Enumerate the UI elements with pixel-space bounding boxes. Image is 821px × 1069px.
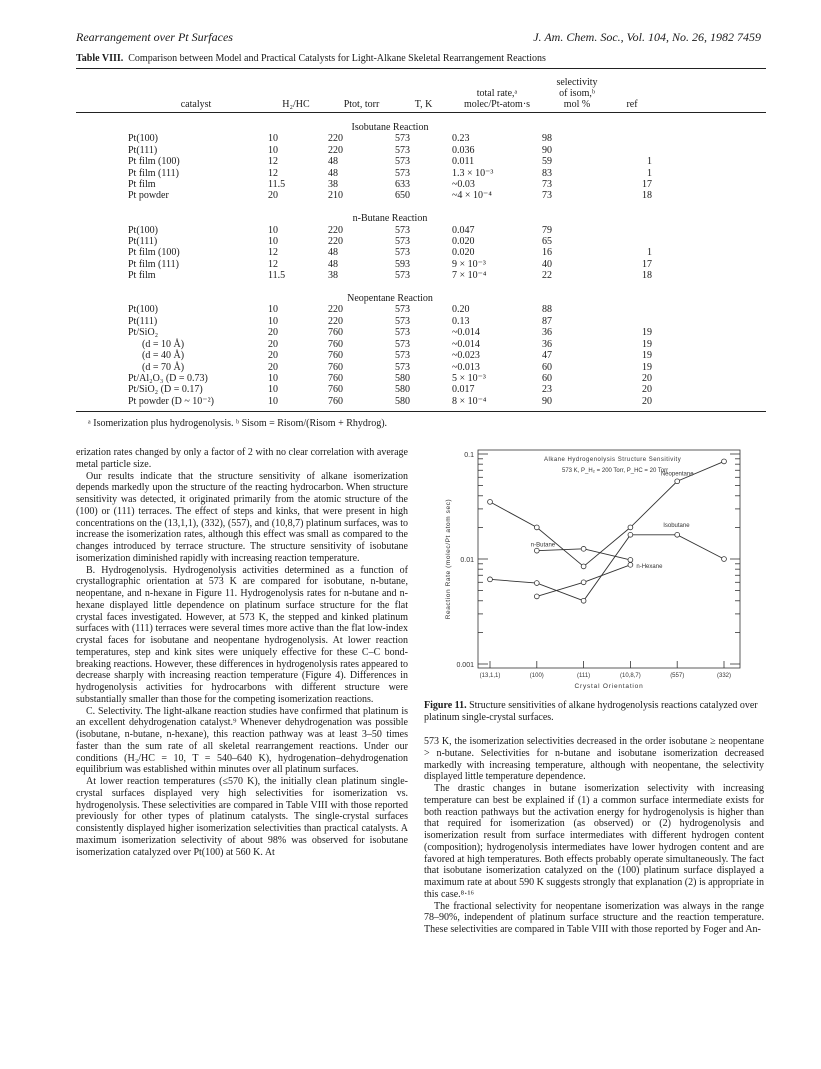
table-cell: 573 bbox=[395, 144, 410, 156]
table-cell: 0.020 bbox=[452, 247, 475, 259]
y-axis-title: Reaction Rate (molec/Pt atom sec) bbox=[445, 498, 452, 620]
table-cell: 22 bbox=[542, 270, 552, 282]
table-cell: Pt film (111) bbox=[128, 167, 179, 179]
table-cell bbox=[612, 145, 652, 156]
table-cell: Pt(100) bbox=[128, 224, 158, 236]
table-cell: (d = 10 Å) bbox=[142, 338, 185, 350]
section-header-row bbox=[128, 122, 652, 133]
table-cell: 1 bbox=[647, 247, 652, 259]
table-row bbox=[128, 133, 652, 144]
comparison-table bbox=[128, 122, 652, 407]
table-cell: 36 bbox=[542, 338, 552, 350]
table-row bbox=[128, 362, 652, 373]
table-bottom-rule bbox=[76, 411, 766, 412]
table-row bbox=[128, 396, 652, 407]
table-cell: 573 bbox=[395, 315, 410, 327]
y-tick-label: 0.1 bbox=[464, 452, 474, 459]
section-header-row bbox=[128, 213, 652, 224]
table-row bbox=[128, 384, 652, 395]
table-cell: 0.20 bbox=[452, 304, 470, 316]
table-cell: Pt(111) bbox=[128, 236, 158, 248]
table-cell: 90 bbox=[542, 144, 552, 156]
plot-frame bbox=[478, 450, 740, 668]
table-cell: 16 bbox=[542, 247, 552, 259]
table-cell: 83 bbox=[542, 167, 552, 179]
paragraph: Our results indicate that the structure sensitivity of alkane isomerization depends markedly upon the structure of the reacting hydrocarbon. When structure sensitivity was detected, it originated primarily from the atomic structure of the (100) or (111) terraces. The effect of steps and kinks, that were present in high concentrations on the (13,1,1), (332), (557), and (10,8,7) platinum surfaces, was to increase the isomerization rates, although this effect was small as compared to the changes introduced by terrace structure. The structure sensitivity of isobutane isomerization diminished rapidly with increasing reaction temperature. bbox=[76, 470, 408, 564]
table-cell: 98 bbox=[542, 133, 552, 145]
table-cell: 7 × 10⁻⁴ bbox=[452, 270, 487, 282]
table-title: Comparison between Model and Practical Catalysts for Light-Alkane Skeletal Rearrangement Reactions bbox=[128, 53, 546, 64]
data-point bbox=[628, 532, 633, 537]
table-cell: 9 × 10⁻³ bbox=[452, 258, 486, 270]
series-line-isobutane bbox=[490, 535, 724, 601]
chart-labels bbox=[445, 452, 731, 690]
col-header-sel-line1: selectivity bbox=[556, 77, 598, 88]
paragraph: B. Hydrogenolysis. Hydrogenolysis activities determined as a function of crystallographic orientation at 573 K are compared for isobutane, n-butane, neopentane, and n-hexane in Figure 11. Hydrogenolysis rates for n-butane and n-hexane displayed little dependence on platinum surface structure for the flat crystal faces investigated. However, at 573 K, the stepped and kinked platinum surfaces with (111) terraces were several times more active than the flat low-index crystal faces for isobutane and neopentane hydrogenolysis. At lower reaction temperatures, step and kink sites were uniquely effective for these C–C bond-breaking reactions. However, these differences in hydrogenolysis rates appeared to decrease sharply with increasing reaction temperature (Figure 4). Differences in hydrogenolysis activities for hydrocarbons with different structure were substantially smaller than those for the competing isomerization reactions. bbox=[76, 564, 408, 705]
series-label: n-Hexane bbox=[636, 563, 663, 570]
section-spacer bbox=[128, 282, 652, 293]
table-cell: 573 bbox=[395, 224, 410, 236]
table-cell: 573 bbox=[395, 327, 410, 339]
table-row bbox=[128, 373, 652, 384]
table-cell: 1 bbox=[647, 167, 652, 179]
table-cell: 20 bbox=[268, 327, 278, 339]
table-cell: 60 bbox=[542, 372, 552, 384]
table-cell: 38 bbox=[328, 270, 338, 282]
table-cell: 10 bbox=[268, 224, 278, 236]
table-cell: 20 bbox=[642, 372, 652, 384]
table-row bbox=[128, 259, 652, 270]
table-cell: 36 bbox=[542, 327, 552, 339]
table-row bbox=[128, 236, 652, 247]
table-cell: 12 bbox=[268, 258, 278, 270]
table-cell: 760 bbox=[328, 361, 343, 373]
table-cell bbox=[612, 304, 652, 315]
table-cell: 12 bbox=[268, 247, 278, 259]
data-point bbox=[628, 525, 633, 530]
table-cell: 580 bbox=[395, 372, 410, 384]
col-header-catalyst: catalyst bbox=[180, 99, 212, 110]
table-cell: 760 bbox=[328, 384, 343, 396]
paragraph: 573 K, the isomerization selectivities decreased in the order isobutane ≥ neopentane > n-butane. Selectivities for n-butane and isobutane isomerization decreased markedly with increasing temperature, although with neopentane, the selectivity displayed little temperature dependence. bbox=[424, 736, 764, 783]
figure-label: Figure 11. bbox=[424, 700, 467, 711]
figure-11-chart bbox=[424, 444, 764, 694]
table-cell: 17 bbox=[642, 179, 652, 191]
table-cell: 573 bbox=[395, 133, 410, 145]
data-point bbox=[581, 580, 586, 585]
table-cell: 48 bbox=[328, 156, 338, 168]
table-cell: ~4 × 10⁻⁴ bbox=[452, 190, 492, 202]
table-cell: Pt/SiO₂ (D = 0.17) bbox=[128, 384, 203, 396]
table-cell: 0.047 bbox=[452, 224, 475, 236]
table-cell: 60 bbox=[542, 361, 552, 373]
table-row bbox=[128, 225, 652, 236]
table-cell: 38 bbox=[328, 179, 338, 191]
table-cell: Pt/Al₂O₃ (D = 0.73) bbox=[128, 372, 208, 384]
table-cell: 17 bbox=[642, 258, 652, 270]
x-tick-label: (100) bbox=[529, 673, 544, 679]
table-header-rule bbox=[76, 112, 766, 113]
table-cell: 65 bbox=[542, 236, 552, 248]
running-title: Rearrangement over Pt Surfaces bbox=[76, 30, 233, 44]
table-cell: 220 bbox=[328, 236, 343, 248]
col-header-selectivity bbox=[542, 77, 612, 110]
table-row bbox=[128, 350, 652, 361]
x-tick-label: (10,8,7) bbox=[620, 673, 641, 679]
data-point bbox=[581, 564, 586, 569]
table-cell bbox=[612, 316, 652, 327]
table-cell bbox=[612, 133, 652, 144]
table-cell: 593 bbox=[395, 258, 410, 270]
table-cell: Pt(111) bbox=[128, 315, 158, 327]
table-cell: 12 bbox=[268, 167, 278, 179]
table-cell: 10 bbox=[268, 133, 278, 145]
table-cell: 650 bbox=[395, 190, 410, 202]
table-row bbox=[128, 270, 652, 281]
table-cell: 573 bbox=[395, 236, 410, 248]
table-cell: ~0.014 bbox=[452, 338, 480, 350]
table-cell: 47 bbox=[542, 350, 552, 362]
y-tick-label: 0.01 bbox=[460, 557, 474, 564]
table-cell: 19 bbox=[642, 327, 652, 339]
table-row bbox=[128, 316, 652, 327]
table-cell: Pt(111) bbox=[128, 144, 158, 156]
data-point bbox=[722, 459, 727, 464]
paragraph: The drastic changes in butane isomerization selectivity with increasing temperature can best be explained if (1) a common surface intermediate exists for both reaction pathways but the activation energy for hydrogenolysis is higher than that required for isomerization (as observed) or (2) hydrogenolysis and isomerization result from surface intermediates with different hydrogen content (composition); hydrogenolysis intermediates have lower hydrogen content and are favored at high temperatures. Both effects probably operate simultaneously. The fact that isobutane isomerization catalyzed on the (100) platinum surface displayed a maximum rate at about 590 K suggests strongly that explanation (2) is appropriate in this case.⁸·¹⁶ bbox=[424, 783, 764, 900]
table-cell: (d = 70 Å) bbox=[142, 361, 185, 373]
col-header-sel-line2: of isom,ᵇ bbox=[559, 88, 595, 99]
x-tick-label: (557) bbox=[670, 673, 685, 679]
table-cell: 1 bbox=[647, 156, 652, 168]
table-cell: 573 bbox=[395, 156, 410, 168]
table-cell: 20 bbox=[268, 361, 278, 373]
table-cell: 573 bbox=[395, 361, 410, 373]
table-cell: ~0.013 bbox=[452, 361, 480, 373]
figure-caption bbox=[424, 700, 764, 723]
table-cell: Pt film (100) bbox=[128, 247, 180, 259]
table-cell: 48 bbox=[328, 247, 338, 259]
y-tick-label: 0.001 bbox=[456, 662, 474, 669]
series-label: Isobutane bbox=[663, 522, 690, 529]
section-spacer bbox=[128, 202, 652, 213]
table-cell: 0.011 bbox=[452, 156, 475, 168]
paragraph: At lower reaction temperatures (≤570 K), the initially clean platinum single-crystal surfaces displayed very high selectivities for isomerization vs. hydrogenolysis. These selectivities are compared in Table VIII with those reported previously for other types of platinum catalysts. The single-crystal surfaces consistently displayed higher isomerization selectivities than practical catalysts. A maximum isomerization selectivity of about 98% was observed for isobutane isomerization catalyzed over Pt(100) at 560 K. At bbox=[76, 776, 408, 858]
table-row bbox=[128, 339, 652, 350]
table-cell: Pt(100) bbox=[128, 133, 158, 145]
table-cell: 19 bbox=[642, 338, 652, 350]
table-cell: 18 bbox=[642, 270, 652, 282]
data-point bbox=[488, 499, 493, 504]
table-cell: 88 bbox=[542, 304, 552, 316]
table-cell: 573 bbox=[395, 167, 410, 179]
x-tick-label: (13,1,1) bbox=[479, 673, 501, 679]
table-row bbox=[128, 145, 652, 156]
table-cell: 20 bbox=[268, 350, 278, 362]
table-caption bbox=[76, 53, 766, 64]
data-point bbox=[581, 598, 586, 603]
table-cell: 220 bbox=[328, 224, 343, 236]
table-footnote: ᵃ Isomerization plus hydrogenolysis. ᵇ Sisom = Risom/(Risom + Rhydrog). bbox=[88, 418, 388, 429]
table-cell: 23 bbox=[542, 384, 552, 396]
data-point bbox=[722, 557, 727, 562]
table-cell: 0.23 bbox=[452, 133, 470, 145]
table-cell: 210 bbox=[328, 190, 343, 202]
table-cell: 220 bbox=[328, 304, 343, 316]
table-cell: Pt powder bbox=[128, 190, 169, 202]
table-cell: 0.13 bbox=[452, 315, 470, 327]
table-cell: 760 bbox=[328, 350, 343, 362]
data-point bbox=[675, 479, 680, 484]
table-cell: 73 bbox=[542, 179, 552, 191]
data-point bbox=[628, 562, 633, 567]
data-point bbox=[534, 581, 539, 586]
col-header-ptot: Ptot, torr bbox=[343, 99, 380, 110]
data-point bbox=[628, 558, 633, 563]
table-cell: 573 bbox=[395, 350, 410, 362]
table-cell: 760 bbox=[328, 327, 343, 339]
col-header-temp: T, K bbox=[414, 99, 433, 110]
chart-axes bbox=[478, 454, 740, 668]
table-cell: 20 bbox=[268, 190, 278, 202]
series-label: Neopentane bbox=[660, 471, 694, 478]
table-cell: 19 bbox=[642, 361, 652, 373]
x-tick-label: (332) bbox=[716, 673, 732, 679]
table-cell: Pt(100) bbox=[128, 304, 158, 316]
table-top-rule bbox=[76, 68, 766, 69]
table-row bbox=[128, 304, 652, 315]
table-row bbox=[128, 190, 652, 201]
table-cell: 0.020 bbox=[452, 236, 475, 248]
paragraph: The fractional selectivity for neopentane isomerization was always in the range 78–90%, independent of platinum surface structure and the reaction temperature. These selectivities are compared in Table VIII with those reported by Foger and An- bbox=[424, 900, 764, 935]
chart-title: Alkane Hydrogenolysis Structure Sensitivity bbox=[544, 457, 682, 463]
chart-subtitle: 573 K, P_H₂ = 200 Torr, P_HC = 20 Torr bbox=[562, 468, 669, 474]
table-cell: Pt film bbox=[128, 270, 156, 282]
figure-caption-text: Structure sensitivities of alkane hydrogenolysis reactions catalyzed over platinum single-crystal surfaces. bbox=[424, 700, 758, 723]
data-point bbox=[675, 532, 680, 537]
journal-citation: J. Am. Chem. Soc., Vol. 104, No. 26, 1982 7459 bbox=[533, 30, 761, 44]
table-cell: 573 bbox=[395, 247, 410, 259]
data-point bbox=[534, 548, 539, 553]
col-header-rate-line2: molec/Pt-atom·s bbox=[463, 99, 531, 110]
table-cell: Pt film bbox=[128, 179, 156, 191]
table-cell: 633 bbox=[395, 179, 410, 191]
section-title: Isobutane Reaction bbox=[351, 122, 429, 133]
table-cell: 11.5 bbox=[268, 270, 286, 282]
table-cell: 48 bbox=[328, 167, 338, 179]
table-cell: 0.036 bbox=[452, 144, 475, 156]
table-cell: 10 bbox=[268, 372, 278, 384]
table-cell: Pt/SiO₂ bbox=[128, 327, 159, 339]
table-cell: 59 bbox=[542, 156, 552, 168]
table-cell: 79 bbox=[542, 224, 552, 236]
table-cell: ~0.014 bbox=[452, 327, 480, 339]
table-cell: 573 bbox=[395, 304, 410, 316]
table-row bbox=[128, 156, 652, 167]
table-cell bbox=[612, 236, 652, 247]
table-cell: 573 bbox=[395, 270, 410, 282]
data-point bbox=[534, 594, 539, 599]
table-cell: 20 bbox=[642, 384, 652, 396]
col-header-sel-line3: mol % bbox=[563, 99, 591, 110]
table-cell: 580 bbox=[395, 395, 410, 407]
table-cell: 5 × 10⁻³ bbox=[452, 372, 486, 384]
table-cell: 40 bbox=[542, 258, 552, 270]
right-text-column bbox=[424, 736, 764, 936]
section-header-row bbox=[128, 293, 652, 304]
x-tick-label: (111) bbox=[577, 673, 591, 679]
table-cell: 18 bbox=[642, 190, 652, 202]
data-point bbox=[534, 525, 539, 530]
table-cell: Pt film (100) bbox=[128, 156, 180, 168]
table-cell: 220 bbox=[328, 133, 343, 145]
table-cell: 0.017 bbox=[452, 384, 475, 396]
table-cell: 87 bbox=[542, 315, 552, 327]
table-cell: 1.3 × 10⁻³ bbox=[452, 167, 494, 179]
table-cell: 90 bbox=[542, 395, 552, 407]
table-cell: 10 bbox=[268, 144, 278, 156]
table-cell: 10 bbox=[268, 236, 278, 248]
table-cell: 220 bbox=[328, 144, 343, 156]
table-cell: 10 bbox=[268, 304, 278, 316]
table-cell: 10 bbox=[268, 395, 278, 407]
left-text-column bbox=[76, 447, 408, 858]
x-axis-title: Crystal Orientation bbox=[574, 683, 644, 690]
table-cell: 19 bbox=[642, 350, 652, 362]
table-cell: 10 bbox=[268, 315, 278, 327]
col-header-h2hc: H₂/HC bbox=[282, 99, 310, 110]
table-row bbox=[128, 327, 652, 338]
table-cell: 10 bbox=[268, 384, 278, 396]
section-title: n-Butane Reaction bbox=[352, 213, 428, 225]
table-cell: Pt film (111) bbox=[128, 258, 179, 270]
paragraph: C. Selectivity. The light-alkane reaction studies have confirmed that platinum is an excellent dehydrogenation catalyst.⁹ Whenever dehydrogenation was possible (isobutane, n-butane, n-hexane), this reaction pathway was at least 3–50 times faster than the sum rate of all skeletal rearrangement reactions. Under our conditions (H₂/HC = 10, T = 540–640 K), hydrogenation–dehydrogenation equilibrium was established within minutes over all platinum surfaces. bbox=[76, 705, 408, 776]
table-cell: 73 bbox=[542, 190, 552, 202]
table-cell: 20 bbox=[642, 395, 652, 407]
table-cell: 580 bbox=[395, 384, 410, 396]
table-cell: 8 × 10⁻⁴ bbox=[452, 395, 487, 407]
col-header-rate bbox=[452, 88, 542, 110]
data-point bbox=[581, 546, 586, 551]
table-cell: Pt powder (D ~ 10⁻²) bbox=[128, 395, 214, 407]
table-cell: 48 bbox=[328, 258, 338, 270]
table-cell: 760 bbox=[328, 372, 343, 384]
section-title: Neopentane Reaction bbox=[347, 293, 433, 305]
table-row bbox=[128, 179, 652, 190]
table-cell: 12 bbox=[268, 156, 278, 168]
paragraph: erization rates changed by only a factor of 2 with no clear correlation with average metal particle size. bbox=[76, 447, 408, 470]
table-cell: ~0.023 bbox=[452, 350, 480, 362]
table-cell: 573 bbox=[395, 338, 410, 350]
data-point bbox=[488, 577, 493, 582]
table-cell: (d = 40 Å) bbox=[142, 350, 185, 362]
table-label: Table VIII. bbox=[76, 53, 124, 64]
table-cell: 760 bbox=[328, 338, 343, 350]
col-header-ref: ref bbox=[626, 99, 638, 110]
table-cell bbox=[612, 225, 652, 236]
table-cell: 11.5 bbox=[268, 179, 286, 191]
table-cell: 20 bbox=[268, 338, 278, 350]
series-label: n-Butane bbox=[530, 542, 556, 549]
table-cell: ~0.03 bbox=[452, 179, 475, 191]
table-row bbox=[128, 247, 652, 258]
chart-series bbox=[488, 459, 727, 603]
table-row bbox=[128, 168, 652, 179]
table-cell: 220 bbox=[328, 315, 343, 327]
table-cell: 760 bbox=[328, 395, 343, 407]
col-header-rate-line1: total rate,ᵃ bbox=[476, 88, 518, 99]
